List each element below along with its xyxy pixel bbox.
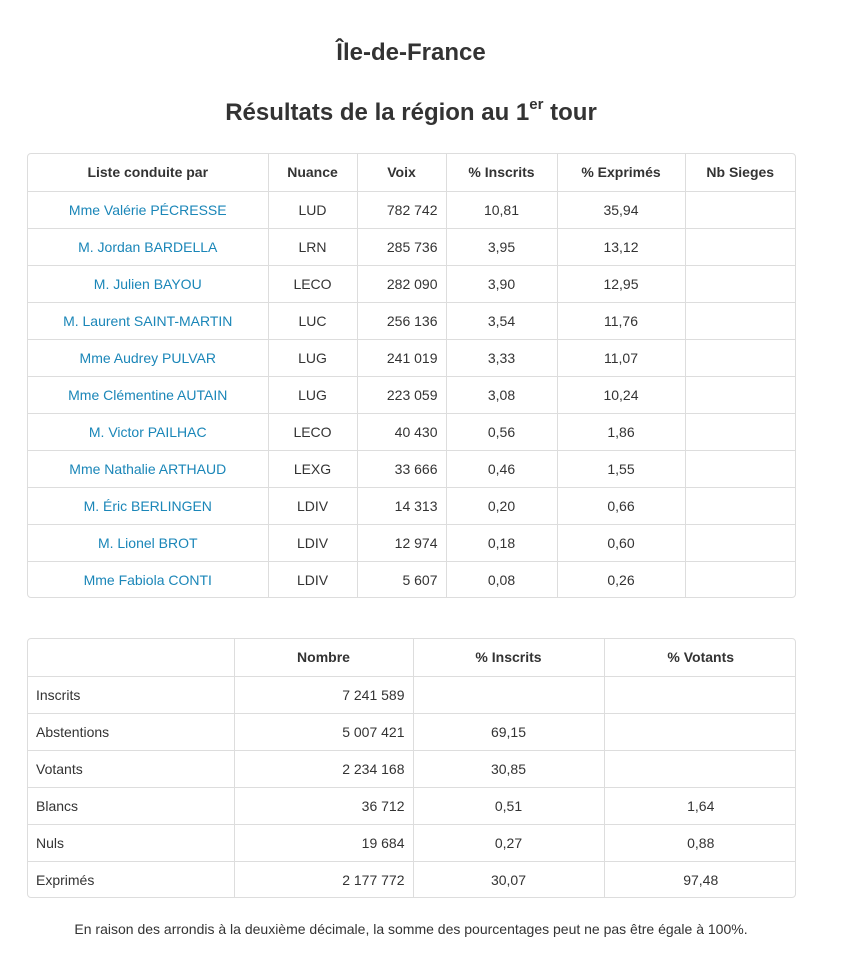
voix-cell: 285 736 [357,228,446,265]
summary-table [28,639,796,898]
pct-inscrits-cell: 0,46 [446,450,557,487]
nb-sieges-cell [685,228,795,265]
nuance-cell: LDIV [268,524,357,561]
pct-inscrits-cell: 3,54 [446,302,557,339]
pct-exprimes-cell: 1,86 [557,413,685,450]
pct-votants-cell [604,676,796,713]
region-title: Île-de-France [336,39,486,66]
candidate-name-link[interactable]: M. Laurent SAINT-MARTIN [28,302,268,339]
nb-sieges-cell [685,302,795,339]
column-header-nuance: Nuance [268,154,357,191]
table-row [28,787,796,824]
candidate-name-link[interactable]: M. Éric BERLINGEN [28,487,268,524]
pct-votants-cell: 1,64 [604,787,796,824]
column-header-nb-sieges: Nb Sieges [685,154,795,191]
pct-exprimes-cell: 11,76 [557,302,685,339]
nombre-cell: 2 177 772 [234,861,413,898]
results-title-ordinal: er [529,96,544,113]
summary-label-cell: Nuls [28,824,234,861]
nb-sieges-cell [685,265,795,302]
column-header-pct-votants: % Votants [604,639,796,676]
pct-votants-cell: 0,88 [604,824,796,861]
results-title-suffix: tour [543,99,597,126]
nuance-cell: LUD [268,191,357,228]
pct-inscrits-cell: 30,07 [413,861,604,898]
results-title-main: Résultats de la région au 1 [225,99,530,126]
nombre-cell: 7 241 589 [234,676,413,713]
pct-exprimes-cell: 11,07 [557,339,685,376]
summary-label-cell: Votants [28,750,234,787]
candidate-name-link[interactable]: Mme Fabiola CONTI [28,561,268,598]
rounding-footnote: En raison des arrondis à la deuxième décimale, la somme des pourcentages peut ne pas être égale à 100%. [74,921,748,937]
summary-label-cell: Abstentions [28,713,234,750]
table-row [28,561,795,598]
pct-inscrits-cell: 69,15 [413,713,604,750]
candidate-name-link[interactable]: Mme Valérie PÉCRESSE [28,191,268,228]
nombre-cell: 36 712 [234,787,413,824]
voix-cell: 282 090 [357,265,446,302]
voix-cell: 33 666 [357,450,446,487]
column-header-pct-inscrits: % Inscrits [413,639,604,676]
pct-votants-cell: 97,48 [683,871,719,888]
pct-exprimes-cell: 0,66 [557,487,685,524]
voix-cell: 256 136 [357,302,446,339]
column-header-list-leader: Liste conduite par [28,154,268,191]
column-header-voix: Voix [357,154,446,191]
nombre-cell: 2 234 168 [234,750,413,787]
nb-sieges-cell [685,487,795,524]
pct-exprimes-cell: 12,95 [557,265,685,302]
candidates-table-body [28,191,795,598]
summary-label-cell: Exprimés [28,861,234,898]
candidates-table-container [27,153,796,598]
nb-sieges-cell [685,450,795,487]
pct-inscrits-cell: 30,85 [413,750,604,787]
pct-votants-cell [604,750,796,787]
nuance-cell: LUG [268,339,357,376]
pct-inscrits-cell: 0,20 [446,487,557,524]
table-row [28,487,795,524]
nb-sieges-cell [685,191,795,228]
pct-inscrits-cell: 10,81 [446,191,557,228]
table-row [28,450,795,487]
voix-cell: 223 059 [357,376,446,413]
pct-inscrits-cell: 0,56 [446,413,557,450]
candidate-name-link[interactable]: M. Lionel BROT [28,524,268,561]
candidate-name-link[interactable]: Mme Audrey PULVAR [28,339,268,376]
voix-cell: 5 607 [357,561,446,598]
nb-sieges-cell [685,376,795,413]
candidate-name-link[interactable]: M. Julien BAYOU [28,265,268,302]
pct-inscrits-cell: 3,90 [446,265,557,302]
table-row [28,376,795,413]
table-row [28,191,795,228]
table-row [28,750,796,787]
table-row [28,228,795,265]
pct-inscrits-cell: 0,51 [413,787,604,824]
pct-exprimes-cell: 0,26 [557,561,685,598]
nuance-cell: LEXG [268,450,357,487]
candidate-name-link[interactable]: Mme Nathalie ARTHAUD [28,450,268,487]
candidate-name-link[interactable]: M. Victor PAILHAC [28,413,268,450]
candidates-header-row [28,154,795,191]
nb-sieges-cell [685,339,795,376]
nombre-cell: 19 684 [234,824,413,861]
summary-table-body [28,676,796,898]
column-header-pct-inscrits: % Inscrits [446,154,557,191]
table-row [28,824,796,861]
table-row [28,524,795,561]
table-row [28,713,796,750]
table-row [28,265,795,302]
table-row [28,339,795,376]
nb-sieges-cell [685,524,795,561]
results-title [0,96,822,130]
table-row [28,676,796,713]
pct-votants-cell [604,713,796,750]
candidate-name-link[interactable]: Mme Clémentine AUTAIN [28,376,268,413]
column-header-nombre: Nombre [234,639,413,676]
pct-exprimes-cell: 10,24 [557,376,685,413]
nuance-cell: LRN [268,228,357,265]
pct-inscrits-cell: 3,33 [446,339,557,376]
column-header-empty [28,639,234,676]
pct-inscrits-cell: 0,27 [413,824,604,861]
pct-exprimes-cell: 13,12 [557,228,685,265]
pct-exprimes-cell: 35,94 [557,191,685,228]
nuance-cell: LECO [268,265,357,302]
pct-inscrits-cell [413,676,604,713]
summary-label-cell: Blancs [28,787,234,824]
table-row [28,861,796,898]
pct-exprimes-cell: 0,60 [557,524,685,561]
candidates-table [28,154,795,598]
nb-sieges-cell [685,413,795,450]
pct-inscrits-cell: 0,08 [446,561,557,598]
table-row [28,302,795,339]
nombre-cell: 5 007 421 [234,713,413,750]
nuance-cell: LECO [268,413,357,450]
candidate-name-link[interactable]: M. Jordan BARDELLA [28,228,268,265]
pct-inscrits-cell: 3,08 [446,376,557,413]
pct-inscrits-cell: 0,18 [446,524,557,561]
pct-exprimes-cell: 1,55 [557,450,685,487]
nb-sieges-cell [685,561,795,598]
summary-table-container [27,638,796,898]
nuance-cell: LDIV [268,561,357,598]
nuance-cell: LDIV [268,487,357,524]
column-header-pct-exprimes: % Exprimés [557,154,685,191]
nuance-cell: LUC [268,302,357,339]
summary-label-cell: Inscrits [28,676,234,713]
nuance-cell: LUG [268,376,357,413]
summary-header-row [28,639,796,676]
voix-cell: 782 742 [357,191,446,228]
voix-cell: 241 019 [357,339,446,376]
pct-inscrits-cell: 3,95 [446,228,557,265]
table-row [28,413,795,450]
voix-cell: 14 313 [357,487,446,524]
voix-cell: 40 430 [357,413,446,450]
voix-cell: 12 974 [357,524,446,561]
